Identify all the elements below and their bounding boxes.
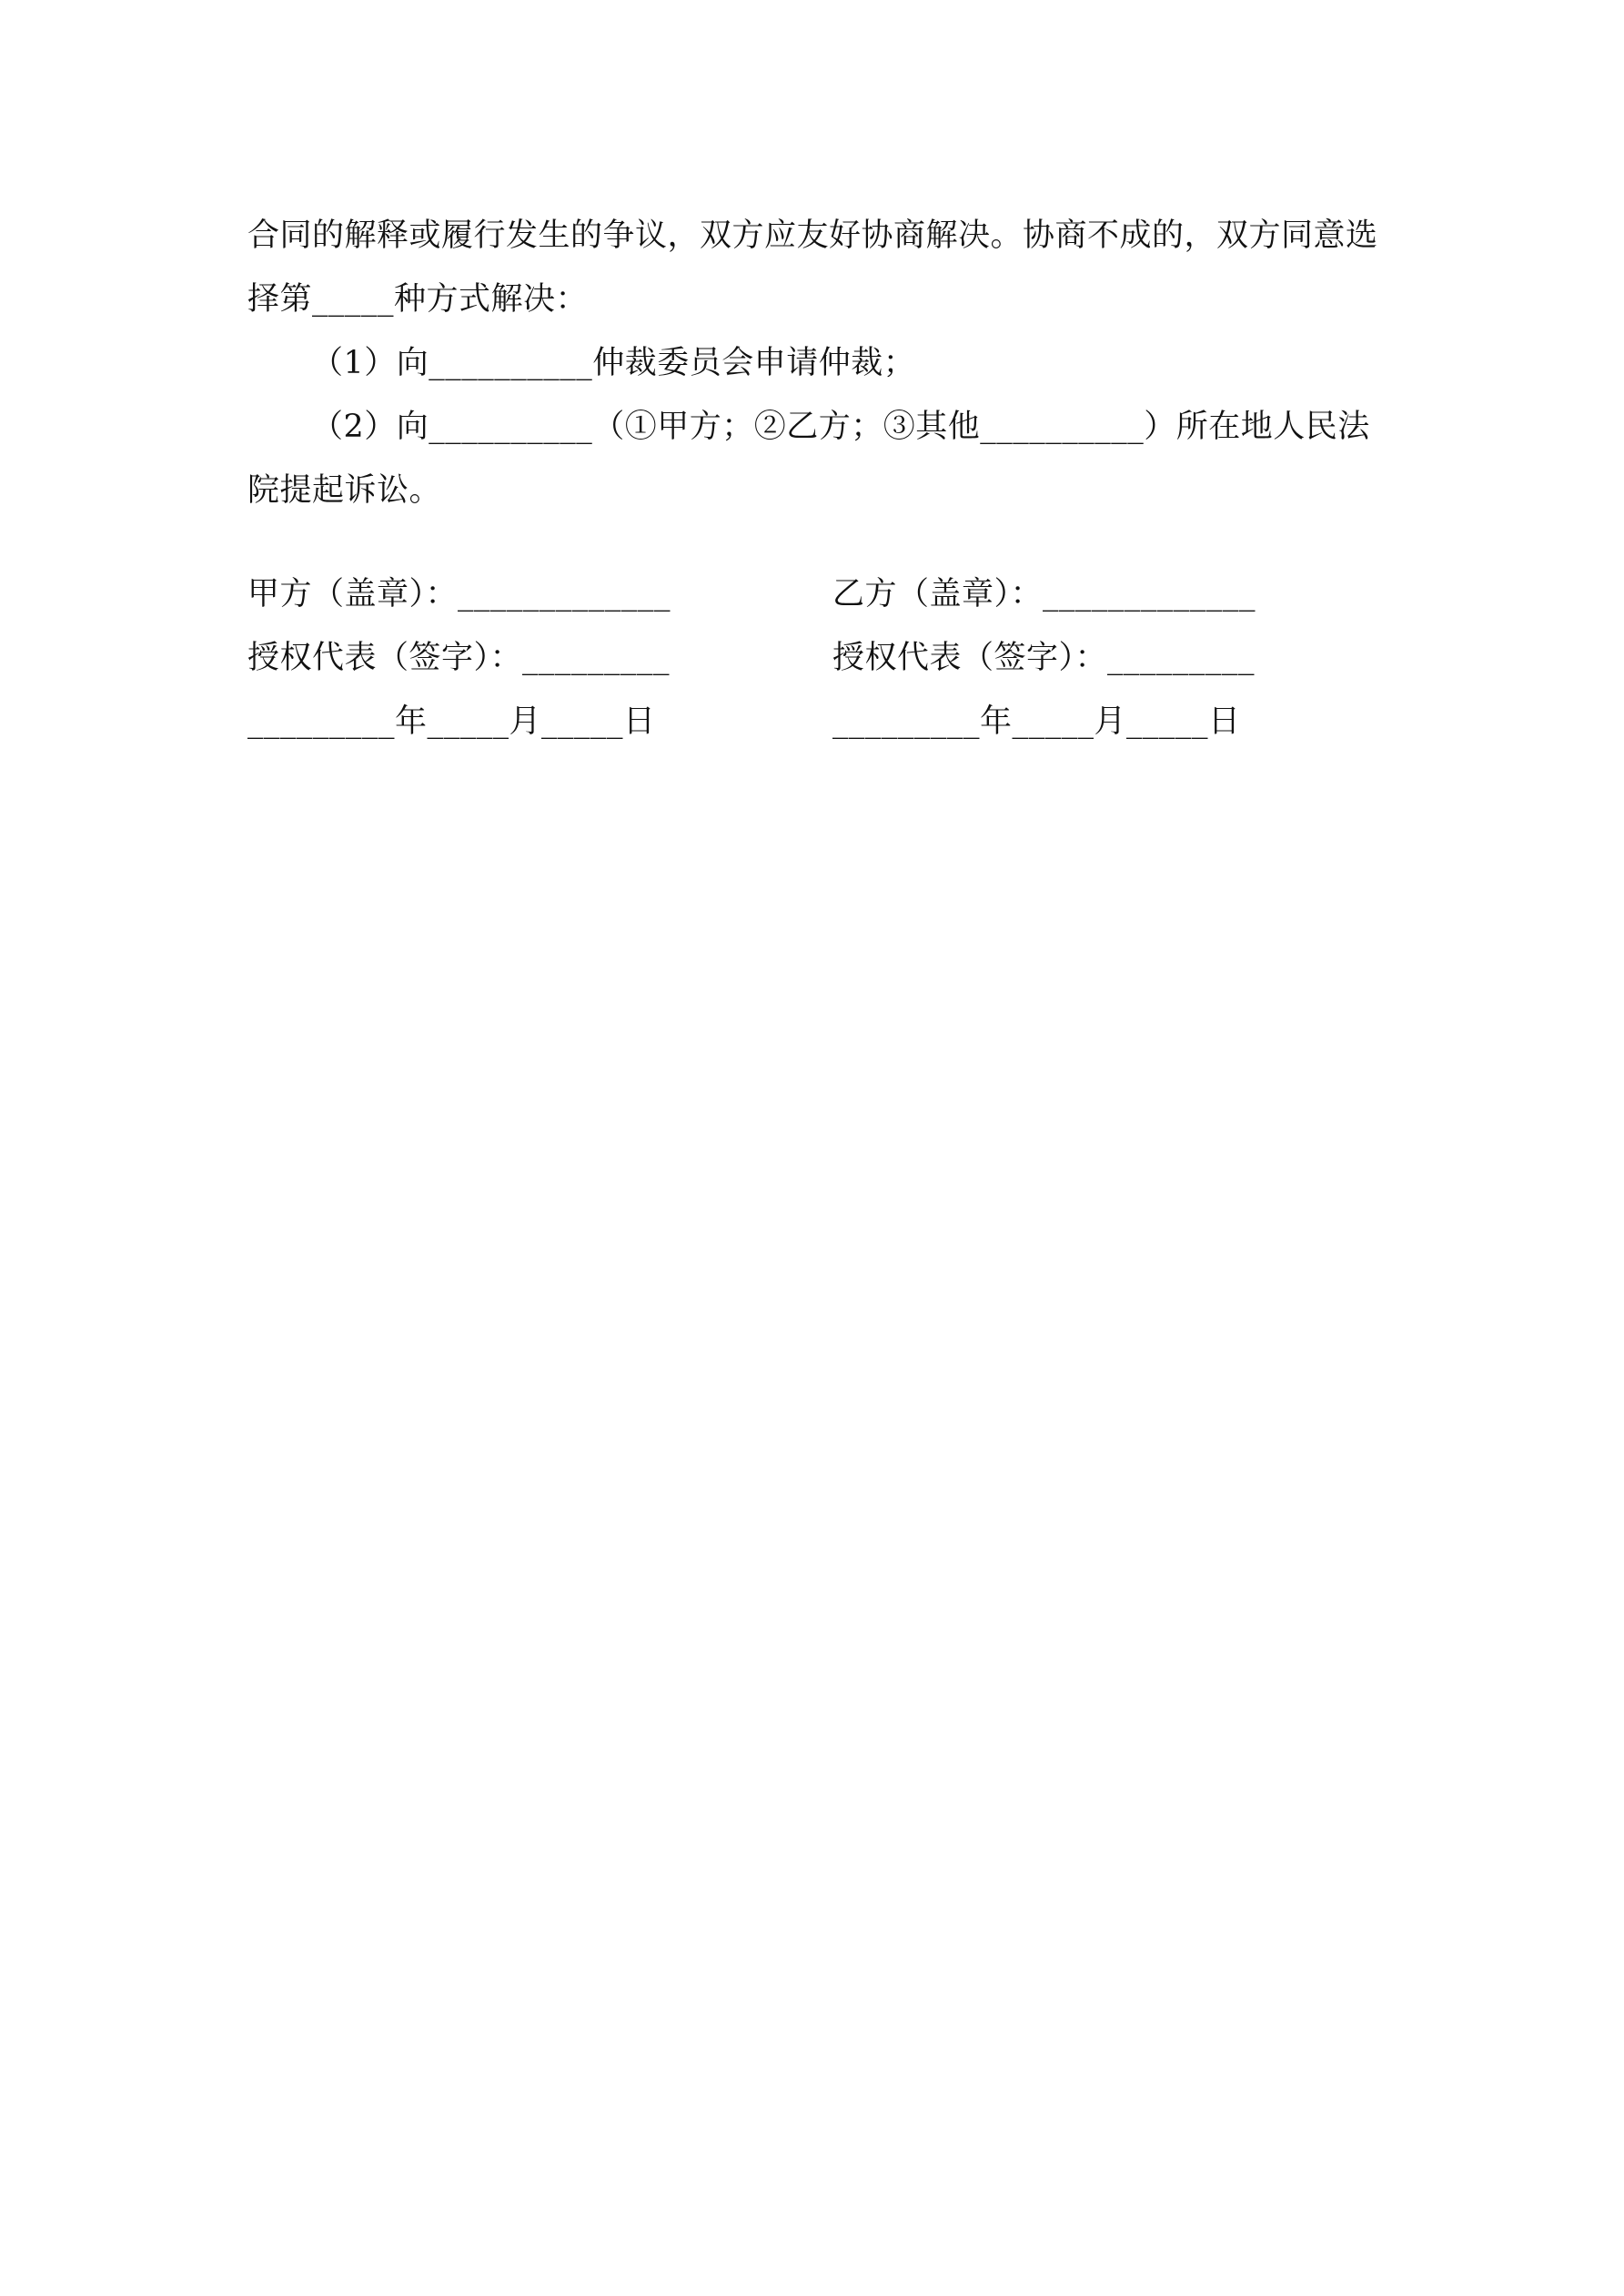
option-arbitration: （1）向__________仲裁委员会申请仲裁；: [311, 345, 916, 381]
party-a-date-line: _________年_____月_____日: [247, 703, 656, 740]
clause-line-1: 合同的解释或履行发生的争议，双方应友好协商解决。协商不成的，双方同意选: [247, 217, 1378, 254]
option-litigation-line-2: 院提起诉讼。: [247, 472, 442, 509]
party-a-signatory-line: 授权代表（签字）：_________: [247, 640, 671, 676]
option-litigation-line-1: （2）向__________（①甲方；②乙方；③其他__________）所在地人民法: [311, 409, 1370, 445]
party-b-seal-line: 乙方（盖章）：_____________: [832, 576, 1256, 612]
party-a-seal-line: 甲方（盖章）：_____________: [247, 576, 671, 612]
party-b-date-line: _________年_____月_____日: [832, 703, 1241, 740]
party-a-signature-block: [247, 562, 671, 754]
clause-line-2: 择第_____种方式解决：: [247, 281, 589, 318]
party-b-signature-block: [832, 562, 1256, 754]
party-b-signatory-line: 授权代表（签字）：_________: [832, 640, 1256, 676]
dispute-resolution-clause: [247, 204, 1385, 522]
